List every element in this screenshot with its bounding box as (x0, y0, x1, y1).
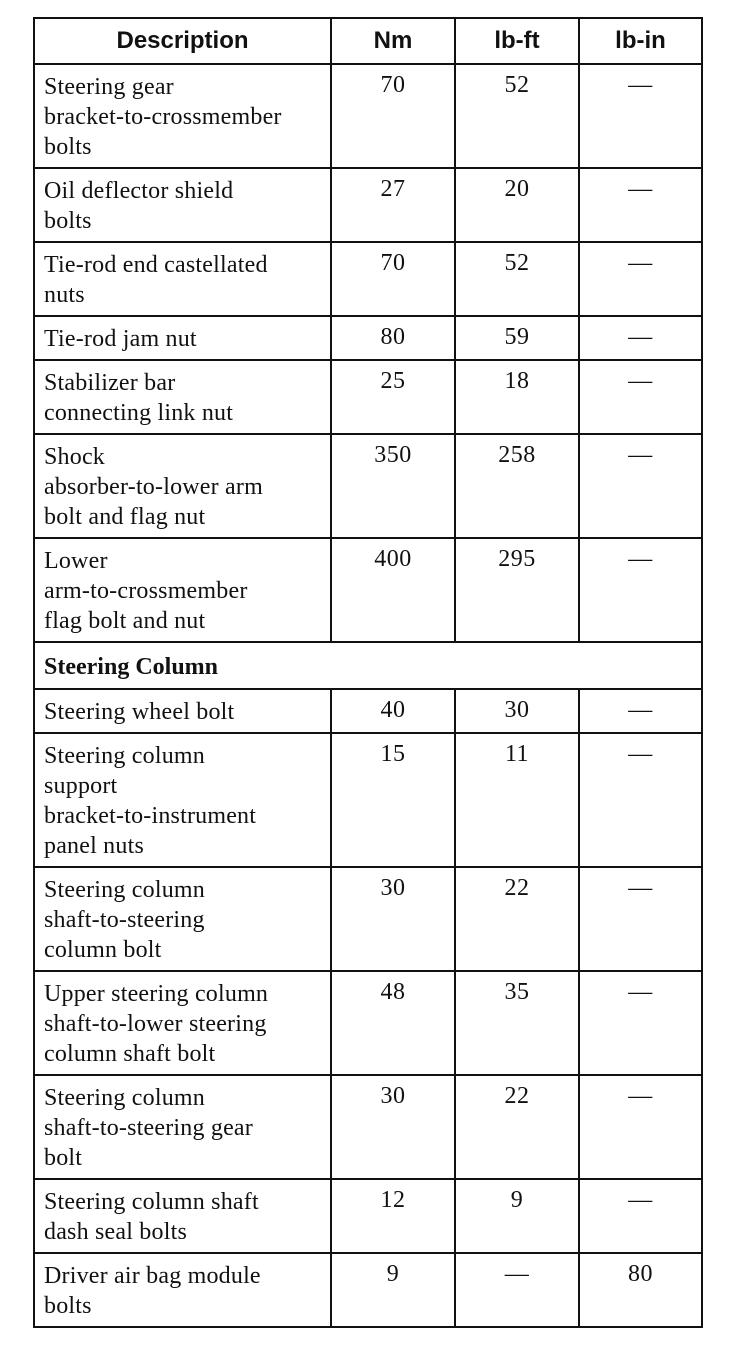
header-nm: Nm (331, 18, 455, 64)
description-line: panel nuts (44, 833, 144, 859)
nm-cell: 12 (331, 1179, 455, 1253)
description-line: Driver air bag module (44, 1263, 261, 1289)
description-line: connecting link nut (44, 400, 234, 426)
nm-cell: 15 (331, 733, 455, 867)
lb-ft-cell: 11 (455, 733, 579, 867)
description-cell (34, 64, 331, 168)
description-line: Upper steering column (44, 981, 269, 1007)
lb-in-cell: — (579, 316, 702, 360)
header-description: Description (34, 18, 331, 64)
header-row (34, 18, 702, 64)
description-line: Steering gear (44, 74, 174, 100)
description-line: shaft-to-steering gear (44, 1115, 253, 1141)
description-line: shaft-to-steering (44, 907, 205, 933)
nm-cell: 80 (331, 316, 455, 360)
nm-cell: 70 (331, 64, 455, 168)
table-row (34, 360, 702, 434)
table-row (34, 434, 702, 538)
table-row (34, 733, 702, 867)
lb-in-cell: — (579, 689, 702, 733)
table-row (34, 168, 702, 242)
description-line: Steering column (44, 1085, 205, 1111)
description-line: support (44, 773, 118, 799)
section-row (34, 642, 702, 689)
table-row (34, 316, 702, 360)
lb-ft-cell: 30 (455, 689, 579, 733)
description-line: Shock (44, 444, 105, 470)
lb-ft-cell: 295 (455, 538, 579, 642)
lb-in-cell: — (579, 1179, 702, 1253)
table-row (34, 64, 702, 168)
steering-column-section-header (34, 642, 702, 689)
lb-ft-cell: 59 (455, 316, 579, 360)
lb-ft-cell: 18 (455, 360, 579, 434)
table-row (34, 538, 702, 642)
torque-spec-table (33, 17, 703, 1328)
nm-cell: 25 (331, 360, 455, 434)
lb-in-cell: — (579, 733, 702, 867)
description-line: Tie-rod end castellated (44, 252, 268, 278)
description-line: bracket-to-crossmember (44, 104, 282, 130)
lb-ft-cell: 9 (455, 1179, 579, 1253)
description-line: nuts (44, 282, 85, 308)
description-line: Lower (44, 548, 108, 574)
nm-cell: 400 (331, 538, 455, 642)
header-lb-ft: lb-ft (455, 18, 579, 64)
lb-ft-cell: 258 (455, 434, 579, 538)
description-line: bracket-to-instrument (44, 803, 257, 829)
lb-ft-cell: 52 (455, 64, 579, 168)
description-line: bolts (44, 134, 92, 160)
table-row (34, 1179, 702, 1253)
lb-in-cell: — (579, 168, 702, 242)
table-row (34, 971, 702, 1075)
nm-cell: 350 (331, 434, 455, 538)
description-line: column bolt (44, 937, 162, 963)
description-cell (34, 971, 331, 1075)
lb-in-cell: — (579, 64, 702, 168)
lb-ft-cell: 52 (455, 242, 579, 316)
steering-column-section-body (34, 689, 702, 1327)
lb-ft-cell: 35 (455, 971, 579, 1075)
lb-in-cell: — (579, 360, 702, 434)
description-line: bolts (44, 1293, 92, 1319)
description-line: Steering column (44, 877, 205, 903)
description-cell (34, 538, 331, 642)
table-row (34, 867, 702, 971)
lb-in-cell: — (579, 434, 702, 538)
lb-in-cell: 80 (579, 1253, 702, 1327)
description-line: Stabilizer bar (44, 370, 176, 396)
description-cell (34, 867, 331, 971)
description-line: Steering column shaft (44, 1189, 259, 1215)
table-row (34, 242, 702, 316)
description-cell (34, 1253, 331, 1327)
nm-cell: 40 (331, 689, 455, 733)
description-line: arm-to-crossmember (44, 578, 248, 604)
description-cell (34, 434, 331, 538)
lb-ft-cell: 22 (455, 867, 579, 971)
description-cell (34, 168, 331, 242)
table-row (34, 689, 702, 733)
table-row (34, 1075, 702, 1179)
description-cell (34, 733, 331, 867)
description-line: Tie-rod jam nut (44, 326, 197, 352)
nm-cell: 27 (331, 168, 455, 242)
nm-cell: 30 (331, 1075, 455, 1179)
nm-cell: 9 (331, 1253, 455, 1327)
lb-in-cell: — (579, 242, 702, 316)
description-line: absorber-to-lower arm (44, 474, 263, 500)
lb-in-cell: — (579, 1075, 702, 1179)
description-cell (34, 316, 331, 360)
description-cell (34, 1075, 331, 1179)
description-cell (34, 1179, 331, 1253)
description-line: bolt (44, 1145, 83, 1171)
description-cell (34, 689, 331, 733)
lb-ft-cell: 22 (455, 1075, 579, 1179)
header-lb-in: lb-in (579, 18, 702, 64)
nm-cell: 48 (331, 971, 455, 1075)
lb-ft-cell: 20 (455, 168, 579, 242)
description-line: bolt and flag nut (44, 504, 206, 530)
description-cell (34, 360, 331, 434)
chassis-section-body (34, 64, 702, 642)
description-line: column shaft bolt (44, 1041, 216, 1067)
table-row (34, 1253, 702, 1327)
lb-in-cell: — (579, 971, 702, 1075)
nm-cell: 30 (331, 867, 455, 971)
description-line: Steering column (44, 743, 205, 769)
description-cell (34, 242, 331, 316)
lb-in-cell: — (579, 538, 702, 642)
lb-in-cell: — (579, 867, 702, 971)
section-title: Steering Column (34, 642, 702, 689)
description-line: bolts (44, 208, 92, 234)
description-line: Oil deflector shield (44, 178, 234, 204)
description-line: flag bolt and nut (44, 608, 206, 634)
description-line: dash seal bolts (44, 1219, 187, 1245)
nm-cell: 70 (331, 242, 455, 316)
description-line: Steering wheel bolt (44, 699, 235, 725)
lb-ft-cell: — (455, 1253, 579, 1327)
description-line: shaft-to-lower steering (44, 1011, 267, 1037)
